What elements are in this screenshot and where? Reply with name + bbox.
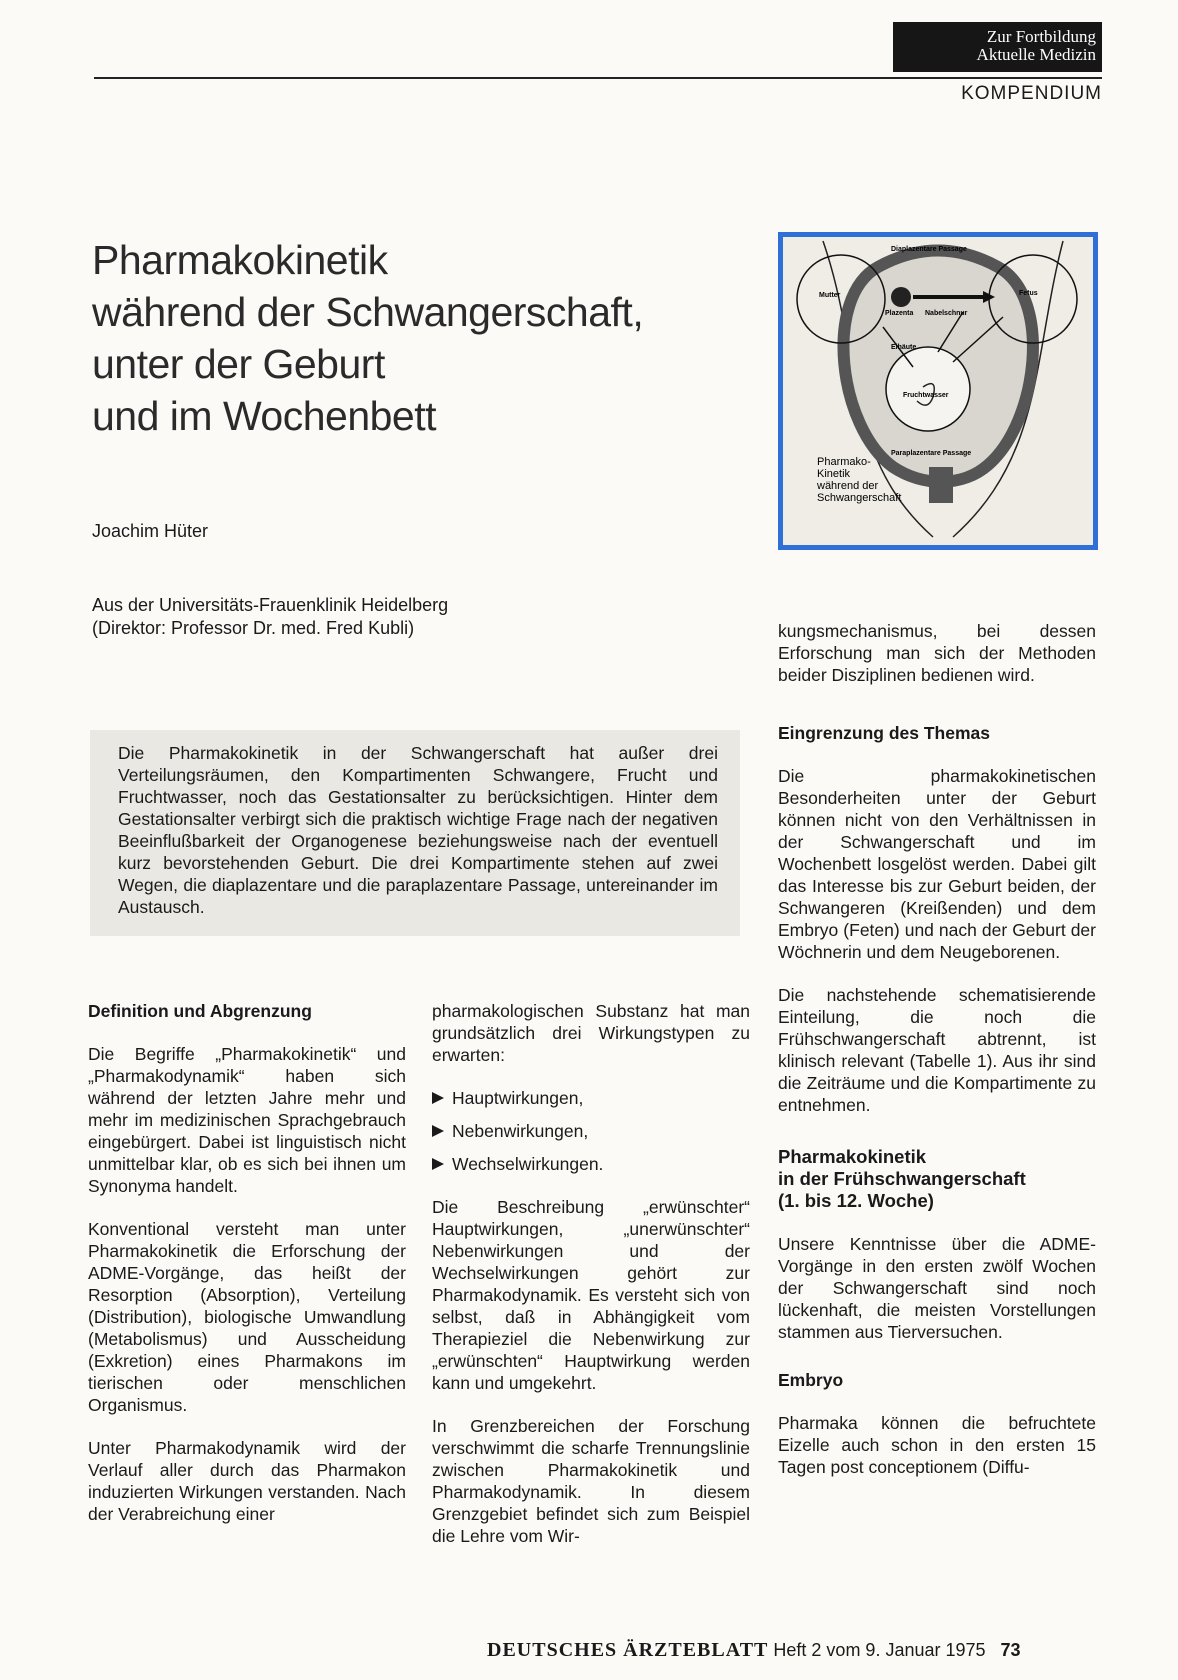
label-nabelschnur: Nabelschnur [925, 310, 968, 317]
paragraph: Unter Pharmakodynamik wird der Verlauf aller durch das Pharmakon induzierten Wirkungen verstanden. Nach der Verabreichung einer [88, 1438, 406, 1524]
triangle-bullet-icon [432, 1158, 444, 1170]
paragraph: In Grenzbereichen der Forschung verschwimmt die scharfe Trennungslinie zwischen Pharmakokinetik und Pharmakodynamik. In diesem Grenzgebiet befindet sich zum Beispiel die Lehre vom Wir- [432, 1416, 750, 1546]
section-label-line2: Aktuelle Medizin [976, 45, 1096, 64]
caption-line: Pharmako- [817, 456, 871, 468]
section-label-line1: Zur Fortbildung [986, 27, 1096, 46]
caption-line: während der [817, 480, 879, 492]
heading-line: in der Frühschwangerschaft [778, 1168, 1026, 1189]
paragraph: Pharmaka können die befruchtete Eizelle auch schon in den ersten 15 Tagen post conceptionem (Diffu- [778, 1413, 1096, 1477]
title-line: Pharmakokinetik [92, 237, 388, 283]
page-number: 73 [1000, 1640, 1021, 1660]
label-plazenta: Plazenta [885, 310, 914, 317]
caption-line: Kinetik [817, 468, 851, 480]
abstract: Die Pharmakokinetik in der Schwangerschaft hat außer drei Verteilungsräumen, den Kompartimenten Schwangere, Frucht und Fruchtwasser, noch das Gestationsalter zu berücksichtigen. Hinter dem Gestationsalter verbirgt sich die praktisch wichtige Frage nach der negativen Beeinflußbarkeit der Organogenese beziehungsweise nach der eventuell kurz bevorstehenden Geburt. Die drei Kompartimente stehen auf zwei Wegen, die diaplazentare und die paraplazentare Passage, untereinander im Austausch. [90, 730, 740, 936]
heading-line: (1. bis 12. Woche) [778, 1190, 934, 1211]
section-heading: Definition und Abgrenzung [88, 1001, 312, 1021]
header-rule [94, 77, 1102, 79]
title-line: unter der Geburt [92, 341, 385, 387]
cervix [929, 467, 953, 503]
title-line: und im Wochenbett [92, 393, 437, 439]
label-fetus: Fetus [1019, 290, 1038, 297]
plazenta-dot [891, 287, 911, 307]
section-label-box [893, 22, 1102, 72]
section-heading: Eingrenzung des Themas [778, 723, 990, 743]
heading-line: Pharmakokinetik [778, 1146, 927, 1167]
diagram-svg [783, 237, 1093, 545]
title-line: während der Schwangerschaft, [92, 289, 644, 335]
journal-name: DEUTSCHES ÄRZTEBLATT [487, 1639, 769, 1661]
column-2 [432, 1000, 750, 1568]
paragraph: Die Beschreibung „erwünschter“ Hauptwirkungen, „unerwünschter“ Nebenwirkungen und der Wechselwirkungen gehört zur Pharmakodynamik. Es versteht sich von selbst, daß in Abhängigkeit vom Therapieziel die Nebenwirkung zur „erwünschten“ Hauptwirkung werden kann und umgekehrt. [432, 1197, 750, 1393]
author-name: Joachim Hüter [92, 521, 209, 541]
column-1 [88, 1000, 406, 1546]
label-eihaeute: Eihäute [891, 344, 917, 351]
caption-line: Schwangerschaft [817, 492, 902, 504]
label-paraplazentare: Paraplazentare Passage [891, 450, 972, 457]
label-fruchtwasser: Fruchtwasser [903, 392, 949, 399]
affiliation-line1: Aus der Universitäts-Frauenklinik Heidelberg [92, 595, 449, 615]
list-item-text: Wechselwirkungen. [452, 1154, 604, 1174]
list-item [432, 1153, 750, 1175]
paragraph: Die pharmakokinetischen Besonderheiten unter der Geburt können nicht von den Verhältnissen in der Schwangerschaft und im Wochenbett losgelöst werden. Dabei gilt das Interesse bis zur Geburt beiden, der Schwangeren (Kreißenden) und dem Embryo (Feten) und nach der Geburt der Wöchnerin und dem Neugeborenen. [778, 766, 1096, 962]
paragraph: Die nachstehende schematisierende Einteilung, die noch die Frühschwangerschaft abtrennt, ist klinisch relevant (Tabelle 1). Aus ihr sind die Zeiträume und die Kompartimente zu entnehmen. [778, 985, 1096, 1115]
paragraph: pharmakologischen Substanz hat man grundsätzlich drei Wirkungstypen zu erwarten: [432, 1001, 750, 1065]
section-heading [778, 1146, 1096, 1212]
list-item-text: Hauptwirkungen, [452, 1088, 584, 1108]
paragraph: Konventional versteht man unter Pharmakokinetik die Erforschung der ADME-Vorgänge, das heißt der Resorption (Absorption), Verteilung (Distribution), biologische Umwandlung (Metabolismus) und Ausscheidung (Exkretion) eines Pharmakons im tierischen oder menschlichen Organismus. [88, 1219, 406, 1415]
triangle-bullet-icon [432, 1092, 444, 1104]
fruchtwasser-circle [886, 347, 970, 431]
triangle-bullet-icon [432, 1125, 444, 1137]
issue-info: Heft 2 vom 9. Januar 1975 [773, 1640, 986, 1660]
paragraph: Die Begriffe „Pharmakokinetik“ und „Pharmakodynamik“ haben sich während der letzten Jahre mehr und mehr im medizinischen Sprachgebrauch eingebürgert. Dabei ist linguistisch nicht unmittelbar klar, ob es sich bei ihnen um Synonyma handelt. [88, 1044, 406, 1196]
label-mutter: Mutter [819, 292, 841, 299]
list-item [432, 1120, 750, 1142]
list-item-text: Nebenwirkungen, [452, 1121, 589, 1141]
list-item [432, 1087, 750, 1109]
paragraph: kungsmechanismus, bei dessen Erforschung man sich der Methoden beider Disziplinen bedienen wird. [778, 621, 1096, 685]
section-heading: Embryo [778, 1370, 844, 1390]
pharmacokinetics-diagram [778, 232, 1098, 550]
category-label: KOMPENDIUM [961, 83, 1102, 104]
label-diaplazentare: Diaplazentare Passage [891, 246, 967, 253]
article-title [92, 234, 752, 442]
affiliation-line2: (Direktor: Professor Dr. med. Fred Kubli) [92, 618, 415, 638]
affiliation [92, 594, 448, 640]
page-footer [487, 1639, 1087, 1662]
column-3 [778, 620, 1096, 1499]
paragraph: Unsere Kenntnisse über die ADME-Vorgänge in den ersten zwölf Wochen der Schwangerschaft sind noch lückenhaft, die meisten Vorstellungen stammen aus Tierversuchen. [778, 1234, 1096, 1342]
